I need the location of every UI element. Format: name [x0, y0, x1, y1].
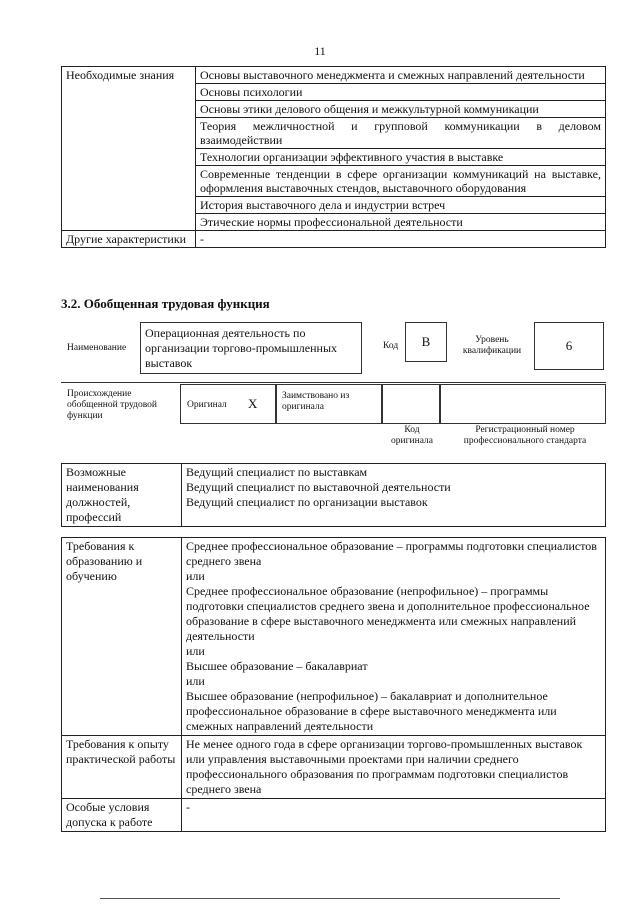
- experience-value: Не менее одного года в сфере организации торгово-промышленных выставок или управления выставочными проектами при наличии среднего профессионального образования по программам подготовки специалистов среднего звена: [182, 736, 606, 799]
- experience-label: Требования к опыту практической работы: [62, 736, 182, 799]
- knowledge-item: Технологии организации эффективного участия в выставке: [196, 149, 606, 166]
- other-characteristics-value: -: [196, 231, 606, 248]
- knowledge-item: Основы этики делового общения и межкультурной коммуникации: [196, 101, 606, 118]
- page-number: 11: [314, 44, 326, 58]
- education-line: Высшее образование (непрофильное) – бакалавриат и дополнительное профессиональное образование в сфере выставочного менеджмента или смежных направлений деятельности: [186, 689, 557, 733]
- divider: [61, 382, 606, 383]
- origin-code-caption: Код оригинала: [391, 425, 433, 446]
- education-line: Среднее профессиональное образование (непрофильное) – программы подготовки специалистов среднего звена и дополнительное профессиональное образование в сфере выставочного менеджмента или смежных направлений деятельности: [186, 584, 590, 643]
- scan-edge-line: [100, 898, 560, 899]
- education-label: Требования к образованию и обучению: [62, 538, 182, 736]
- education-line: или: [186, 569, 205, 583]
- level-box: [534, 322, 604, 370]
- level-value: 6: [565, 338, 573, 353]
- positions-table: [61, 463, 606, 527]
- special-conditions-value: -: [182, 799, 606, 832]
- level-label: Уровень квалификации: [462, 335, 522, 356]
- function-name-value: Операционная деятельность по организации торгово-промышленных выставок: [145, 326, 338, 370]
- code-label: Код: [383, 341, 399, 351]
- registration-box: [440, 384, 606, 424]
- origin-code-box: [382, 384, 440, 424]
- knowledge-table: [61, 66, 606, 248]
- requirements-table: [61, 537, 606, 832]
- education-line: Высшее образование – бакалавриат: [186, 659, 368, 673]
- education-line: Среднее профессиональное образование – программы подготовки специалистов среднего звена: [186, 539, 597, 568]
- knowledge-item: История выставочного дела и индустрии встреч: [196, 197, 606, 214]
- function-code-box: [405, 322, 447, 362]
- function-code-value: B: [421, 334, 431, 349]
- other-characteristics-label: Другие характеристики: [62, 231, 196, 248]
- positions-cell: [182, 464, 606, 527]
- position-item: Ведущий специалист по выставочной деятельности: [186, 480, 451, 494]
- knowledge-item: Основы выставочного менеджмента и смежных направлений деятельности: [196, 67, 606, 84]
- original-mark: X: [248, 396, 258, 411]
- knowledge-item: Современные тенденции в сфере организации коммуникаций на выставке, оформления выставочных стендов, выставочного оборудования: [196, 166, 606, 197]
- section-title: 3.2. Обобщенная трудовая функция: [61, 296, 270, 311]
- position-item: Ведущий специалист по организации выставок: [186, 495, 428, 509]
- origin-label: Происхождение обобщенной трудовой функции: [67, 389, 157, 421]
- original-label: Оригинал: [187, 400, 227, 410]
- special-conditions-label: Особые условия допуска к работе: [62, 799, 182, 832]
- education-cell: [182, 538, 606, 736]
- function-name-box: [140, 322, 362, 374]
- registration-caption: Регистрационный номер профессионального стандарта: [463, 425, 587, 446]
- knowledge-item: Этические нормы профессиональной деятельности: [196, 214, 606, 231]
- education-line: или: [186, 674, 205, 688]
- positions-label: Возможные наименования должностей, профессий: [62, 464, 182, 527]
- knowledge-label: Необходимые знания: [62, 67, 196, 231]
- name-label: Наименование: [67, 343, 127, 353]
- knowledge-item: Теория межличностной и групповой коммуникации в деловом взаимодействии: [196, 118, 606, 149]
- borrowed-label: Заимствовано из оригинала: [282, 391, 350, 412]
- education-line: или: [186, 644, 205, 658]
- knowledge-item: Основы психологии: [196, 84, 606, 101]
- position-item: Ведущий специалист по выставкам: [186, 465, 368, 479]
